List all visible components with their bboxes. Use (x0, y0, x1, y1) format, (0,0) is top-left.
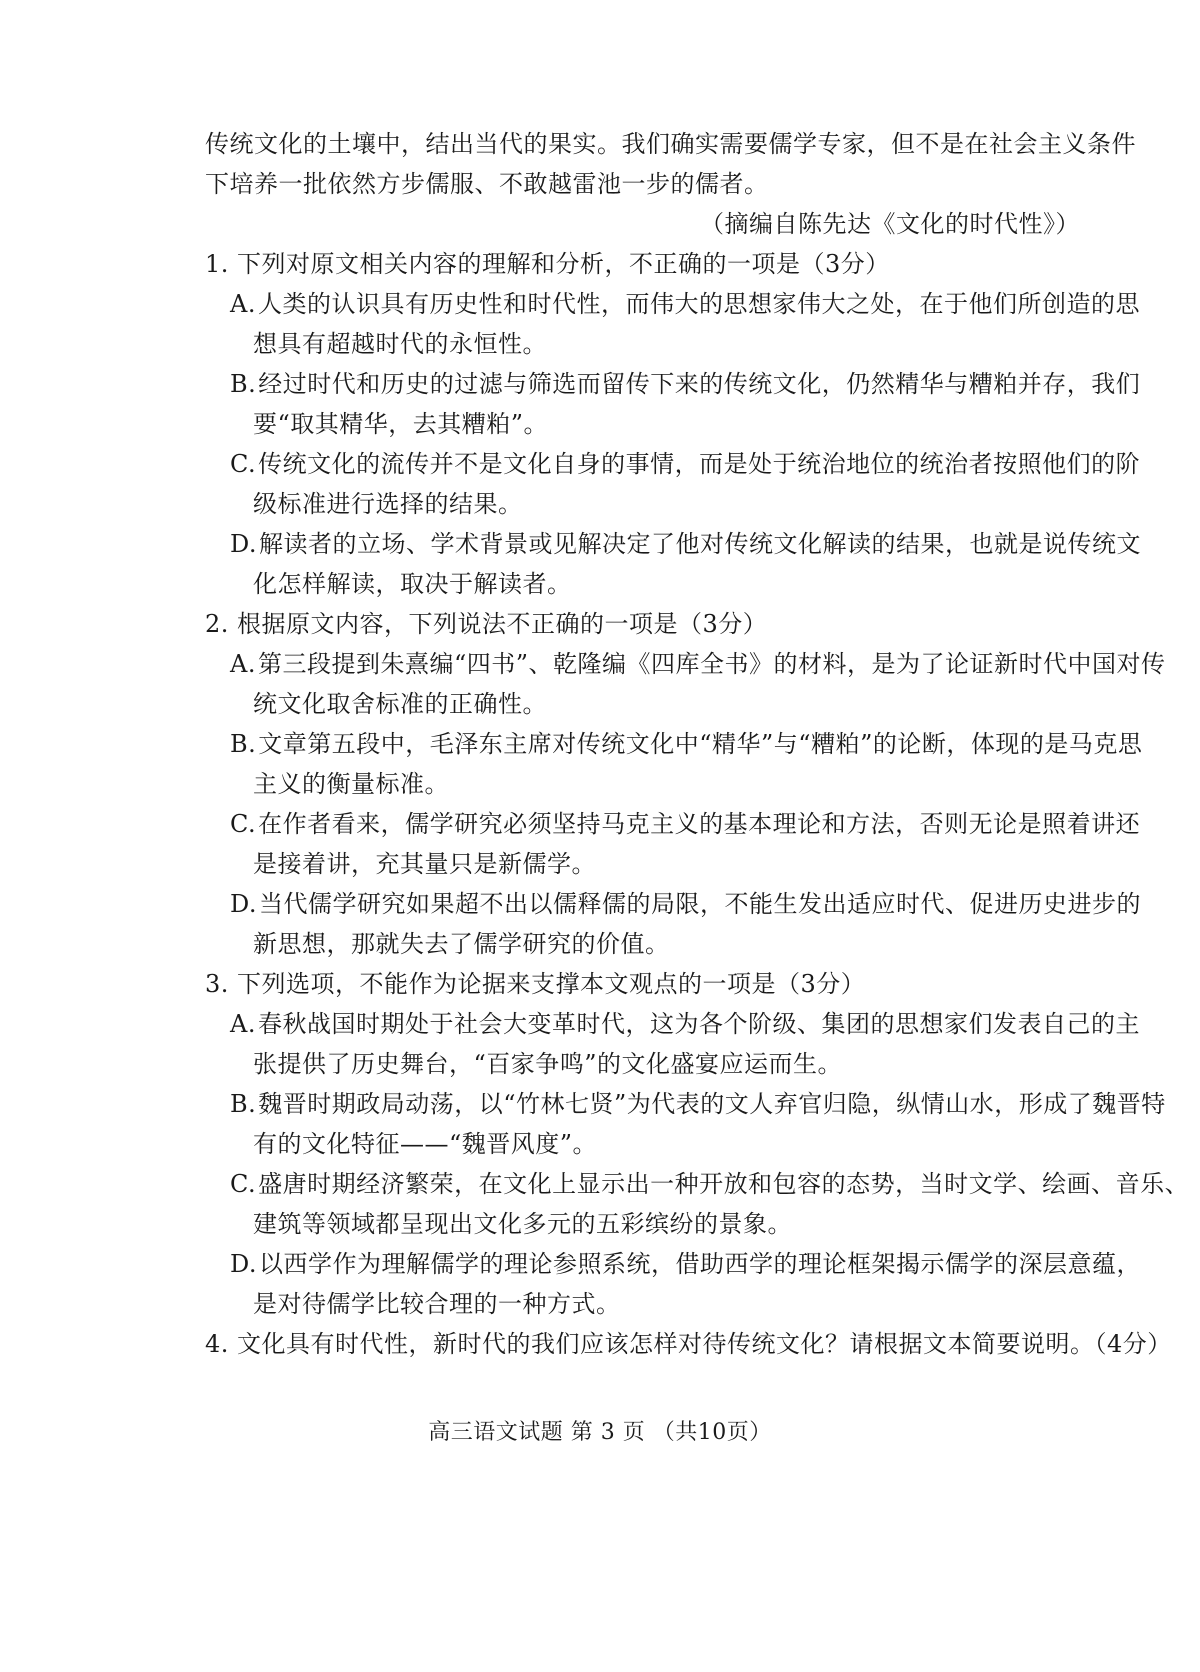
option-label: B. (230, 370, 257, 398)
question-3-option-c (230, 1168, 1189, 1200)
passage-line-1: 传统文化的土壤中，结出当代的果实。我们确实需要儒学专家，但不是在社会主义条件 (205, 130, 1136, 158)
passage-line-2: 下培养一批依然方步儒服、不敢越雷池一步的儒者。 (205, 170, 769, 198)
question-1-option-c-cont: 级标准进行选择的结果。 (253, 490, 523, 518)
option-label: C. (230, 810, 257, 838)
question-2-option-c-cont: 是接着讲，充其量只是新儒学。 (253, 850, 596, 878)
question-2-option-c (230, 808, 1140, 840)
passage-source: （摘编自陈先达《文化的时代性》） (700, 210, 1080, 238)
question-2-option-a (230, 648, 1166, 680)
option-text: 春秋战国时期处于社会大变革时代，这为各个阶级、集团的思想家们发表自己的主 (257, 1010, 1140, 1038)
question-3-option-c-cont: 建筑等领域都呈现出文化多元的五彩缤纷的景象。 (253, 1210, 792, 1238)
option-text: 当代儒学研究如果超不出以儒释儒的局限，不能生发出适应时代、促进历史进步的 (259, 890, 1142, 918)
question-1-option-b (230, 368, 1140, 400)
option-label: C. (230, 450, 257, 478)
question-3-stem: 3. 下列选项，不能作为论据来支撑本文观点的一项是（3分） (205, 970, 866, 998)
option-label: B. (230, 730, 257, 758)
question-2-option-b-cont: 主义的衡量标准。 (253, 770, 449, 798)
option-label: A. (230, 650, 256, 678)
question-3-option-b-cont: 有的文化特征——“魏晋风度”。 (253, 1130, 598, 1158)
question-2-option-d-cont: 新思想，那就失去了儒学研究的价值。 (253, 930, 670, 958)
option-text: 魏晋时期政局动荡，以“竹林七贤”为代表的文人弃官归隐，纵情山水，形成了魏晋特 (258, 1090, 1166, 1118)
question-1-stem: 1. 下列对原文相关内容的理解和分析，不正确的一项是（3分） (205, 250, 890, 278)
option-text: 文章第五段中，毛泽东主席对传统文化中“精华”与“糟粕”的论断，体现的是马克思 (258, 730, 1143, 758)
option-label: C. (230, 1170, 257, 1198)
question-2-option-d (230, 888, 1141, 920)
option-label: D. (230, 530, 258, 558)
question-2-option-b (230, 728, 1142, 760)
question-1-option-d (230, 528, 1141, 560)
option-label: B. (230, 1090, 257, 1118)
option-label: A. (230, 1010, 256, 1038)
option-text: 盛唐时期经济繁荣，在文化上显示出一种开放和包容的态势，当时文学、绘画、音乐、 (258, 1170, 1190, 1198)
option-text: 传统文化的流传并不是文化自身的事情，而是处于统治地位的统治者按照他们的阶 (258, 450, 1141, 478)
option-text: 解读者的立场、学术背景或见解决定了他对传统文化解读的结果，也就是说传统文 (259, 530, 1142, 558)
page-footer: 高三语文试题 第 3 页 （共10页） (428, 1420, 772, 1445)
question-1-option-a-cont: 想具有超越时代的永恒性。 (253, 330, 547, 358)
option-label: A. (230, 290, 256, 318)
option-text: 以西学作为理解儒学的理论参照系统，借助西学的理论框架揭示儒学的深层意蕴， (259, 1250, 1142, 1278)
question-1-option-c (230, 448, 1140, 480)
question-1-option-a (230, 288, 1140, 320)
question-2-stem: 2. 根据原文内容，下列说法不正确的一项是（3分） (205, 610, 768, 638)
option-text: 在作者看来，儒学研究必须坚持马克主义的基本理论和方法，否则无论是照着讲还 (258, 810, 1141, 838)
question-3-option-d-cont: 是对待儒学比较合理的一种方式。 (253, 1290, 621, 1318)
question-4-stem: 4. 文化具有时代性，新时代的我们应该怎样对待传统文化？请根据文本简要说明。（4分） (205, 1330, 1172, 1358)
option-text: 经过时代和历史的过滤与筛选而留传下来的传统文化，仍然精华与糟粕并存，我们 (258, 370, 1141, 398)
option-text: 人类的认识具有历史性和时代性，而伟大的思想家伟大之处，在于他们所创造的思 (257, 290, 1140, 318)
option-label: D. (230, 890, 258, 918)
question-3-option-a (230, 1008, 1140, 1040)
question-1-option-d-cont: 化怎样解读，取决于解读者。 (253, 570, 572, 598)
option-label: D. (230, 1250, 258, 1278)
question-3-option-a-cont: 张提供了历史舞台，“百家争鸣”的文化盛宴应运而生。 (253, 1050, 843, 1078)
question-3-option-b (230, 1088, 1166, 1120)
question-1-option-b-cont: 要“取其精华，去其糟粕”。 (253, 410, 549, 438)
question-2-option-a-cont: 统文化取舍标准的正确性。 (253, 690, 547, 718)
question-3-option-d (230, 1248, 1141, 1280)
option-text: 第三段提到朱熹编“四书”、乾隆编《四库全书》的材料，是为了论证新时代中国对传 (257, 650, 1166, 678)
